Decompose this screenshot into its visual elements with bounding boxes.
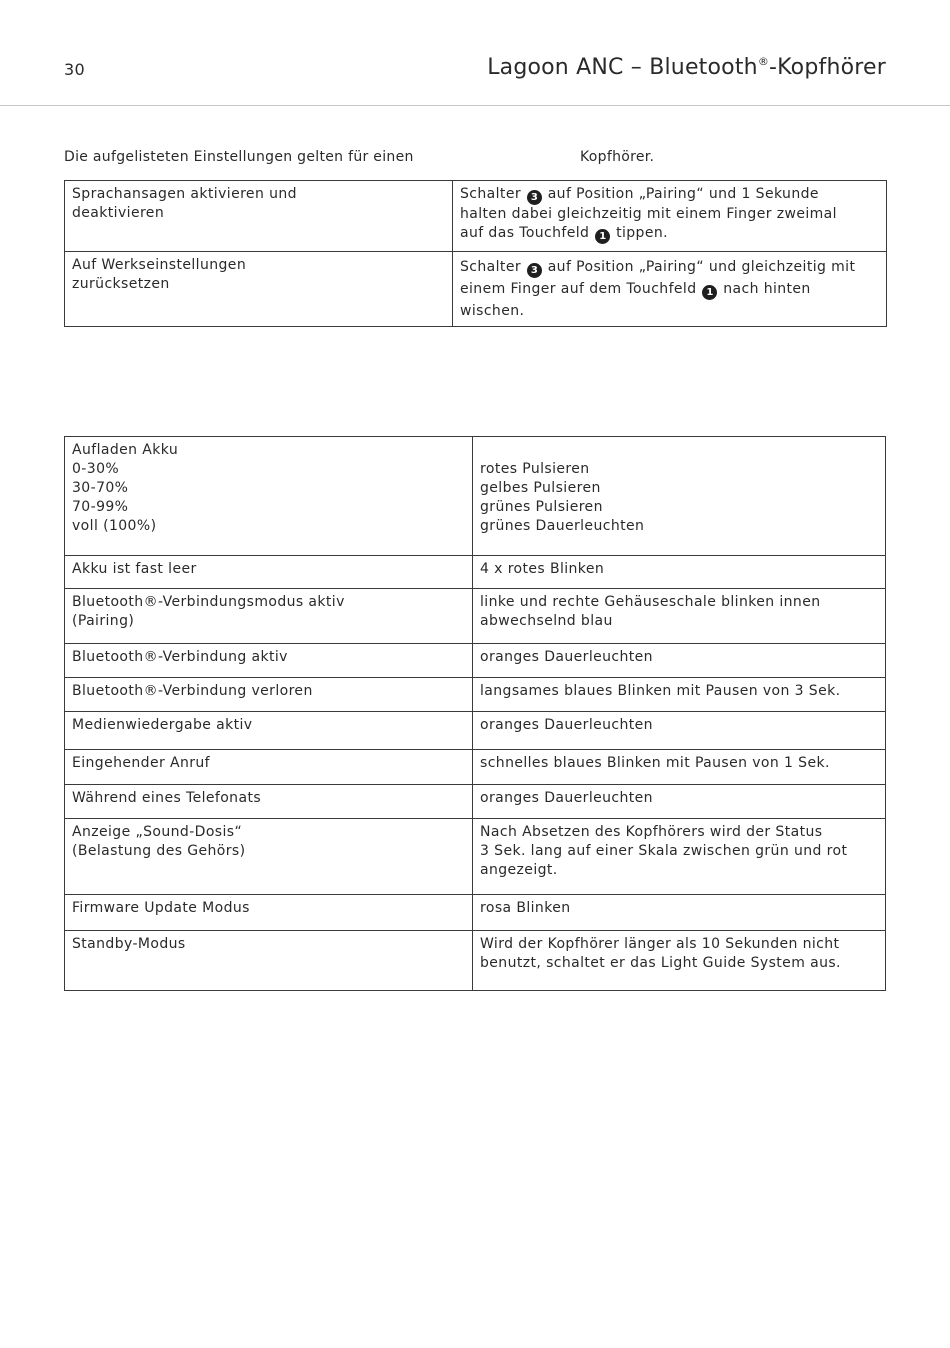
led-state-line: 30-70%: [72, 480, 129, 496]
led-row: [65, 785, 886, 819]
settings-instruction-cell: [453, 181, 887, 252]
intro-text-left: Die aufgelisteten Einstellungen gelten für einen: [64, 149, 414, 165]
led-signal-cell: [473, 589, 886, 644]
led-signal-line: langsames blaues Blinken mit Pausen von 3 Sek.: [480, 683, 841, 699]
led-signal-line: rosa Blinken: [480, 900, 571, 916]
settings-instruction-cell: [453, 252, 887, 327]
settings-row: [65, 181, 887, 252]
led-signal-line: abwechselnd blau: [480, 613, 613, 629]
instruction-text: Schalter: [460, 186, 521, 202]
led-signal-line: grünes Dauerleuchten: [480, 518, 645, 534]
registered-mark: ®: [757, 55, 770, 68]
led-row: [65, 589, 886, 644]
number-3-icon: 3: [527, 190, 542, 205]
intro-text-right: Kopfhörer.: [580, 149, 655, 165]
led-signal-line: 4 x rotes Blinken: [480, 561, 605, 577]
led-signal-cell: [473, 895, 886, 931]
led-state-line: Standby-Modus: [72, 936, 186, 952]
led-row: [65, 750, 886, 785]
led-signal-cell: [473, 644, 886, 678]
led-state-line: Bluetooth®-Verbindung aktiv: [72, 649, 288, 665]
led-state-cell: [65, 589, 473, 644]
led-signal-line: Nach Absetzen des Kopfhörers wird der Status: [480, 824, 823, 840]
led-signal-line: oranges Dauerleuchten: [480, 790, 653, 806]
page-header: [0, 0, 950, 106]
led-state-cell: [65, 750, 473, 785]
led-signal-line: schnelles blaues Blinken mit Pausen von 1 Sek.: [480, 755, 830, 771]
number-1-icon: 1: [595, 229, 610, 244]
led-signal-cell: [473, 556, 886, 589]
instruction-text: auf das Touchfeld: [460, 225, 590, 241]
settings-instruction-line: halten dabei gleichzeitig mit einem Finger zweimal: [460, 206, 837, 222]
document-title-main: Lagoon ANC – Bluetooth: [487, 55, 758, 80]
led-state-line: Medienwiedergabe aktiv: [72, 717, 253, 733]
led-signal-cell: [473, 785, 886, 819]
led-state-line: Während eines Telefonats: [72, 790, 262, 806]
led-row: [65, 712, 886, 750]
settings-instruction-line: [460, 256, 879, 278]
led-signal-line: 3 Sek. lang auf einer Skala zwischen grün und rot: [480, 843, 848, 859]
led-state-line: Akku ist fast leer: [72, 561, 197, 577]
led-state-cell: [65, 556, 473, 589]
led-row: [65, 931, 886, 991]
led-state-line: voll (100%): [72, 518, 157, 534]
settings-action-line: Sprachansagen aktivieren und: [72, 186, 297, 202]
settings-table: [64, 180, 887, 327]
led-row: [65, 678, 886, 712]
led-signal-cell: [473, 750, 886, 785]
settings-instruction-line: [460, 224, 879, 244]
led-signal-line: benutzt, schaltet er das Light Guide System aus.: [480, 955, 841, 971]
led-state-cell: [65, 819, 473, 895]
led-signal-cell: [473, 931, 886, 991]
page-number: 30: [64, 60, 85, 79]
led-signal-cell: [473, 819, 886, 895]
led-state-line: (Pairing): [72, 613, 135, 629]
instruction-text: auf Position „Pairing“ und 1 Sekunde: [547, 186, 819, 202]
instruction-text: nach hinten: [723, 281, 811, 297]
led-signal-line: gelbes Pulsieren: [480, 480, 601, 496]
settings-action-line: deaktivieren: [72, 205, 165, 221]
led-state-line: (Belastung des Gehörs): [72, 843, 246, 859]
led-state-cell: [65, 644, 473, 678]
led-row: [65, 437, 886, 556]
settings-action-cell: [65, 252, 453, 327]
led-row: [65, 819, 886, 895]
number-3-icon: 3: [527, 263, 542, 278]
led-state-line: 0-30%: [72, 461, 120, 477]
led-status-table: [64, 436, 886, 991]
settings-row: [65, 252, 887, 327]
led-signal-line: oranges Dauerleuchten: [480, 649, 653, 665]
settings-instruction-line: [460, 278, 879, 300]
led-signal-line: angezeigt.: [480, 862, 558, 878]
led-state-line: Bluetooth®-Verbindung verloren: [72, 683, 313, 699]
led-state-line: Anzeige „Sound-Dosis“: [72, 824, 243, 840]
settings-instruction-line: wischen.: [460, 303, 525, 319]
instruction-text: auf Position „Pairing“ und gleichzeitig mit: [547, 259, 856, 275]
led-state-line: 70-99%: [72, 499, 129, 515]
instruction-text: einem Finger auf dem Touchfeld: [460, 281, 697, 297]
instruction-text: Schalter: [460, 259, 521, 275]
led-state-cell: [65, 712, 473, 750]
led-row: [65, 556, 886, 589]
led-state-cell: [65, 437, 473, 556]
led-state-cell: [65, 678, 473, 712]
document-title-suffix: -Kopfhörer: [769, 55, 886, 80]
led-state-cell: [65, 895, 473, 931]
led-signal-cell: [473, 678, 886, 712]
led-signal-line: Wird der Kopfhörer länger als 10 Sekunden nicht: [480, 936, 840, 952]
led-state-line: Aufladen Akku: [72, 442, 179, 458]
led-row: [65, 895, 886, 931]
led-state-cell: [65, 931, 473, 991]
number-1-icon: 1: [702, 285, 717, 300]
led-state-line: Firmware Update Modus: [72, 900, 250, 916]
settings-action-cell: [65, 181, 453, 252]
blank-line: [480, 441, 878, 460]
led-state-cell: [65, 785, 473, 819]
instruction-text: tippen.: [616, 225, 668, 241]
led-signal-line: oranges Dauerleuchten: [480, 717, 653, 733]
led-state-line: Bluetooth®-Verbindungsmodus aktiv: [72, 594, 345, 610]
led-signal-cell: [473, 437, 886, 556]
led-signal-line: grünes Pulsieren: [480, 499, 603, 515]
settings-instruction-line: [460, 185, 879, 205]
settings-action-line: zurücksetzen: [72, 276, 170, 292]
led-state-line: Eingehender Anruf: [72, 755, 210, 771]
document-title: [487, 55, 886, 80]
led-signal-cell: [473, 712, 886, 750]
led-signal-line: rotes Pulsieren: [480, 461, 590, 477]
led-signal-line: linke und rechte Gehäuseschale blinken innen: [480, 594, 821, 610]
settings-action-line: Auf Werkseinstellungen: [72, 257, 247, 273]
led-row: [65, 644, 886, 678]
